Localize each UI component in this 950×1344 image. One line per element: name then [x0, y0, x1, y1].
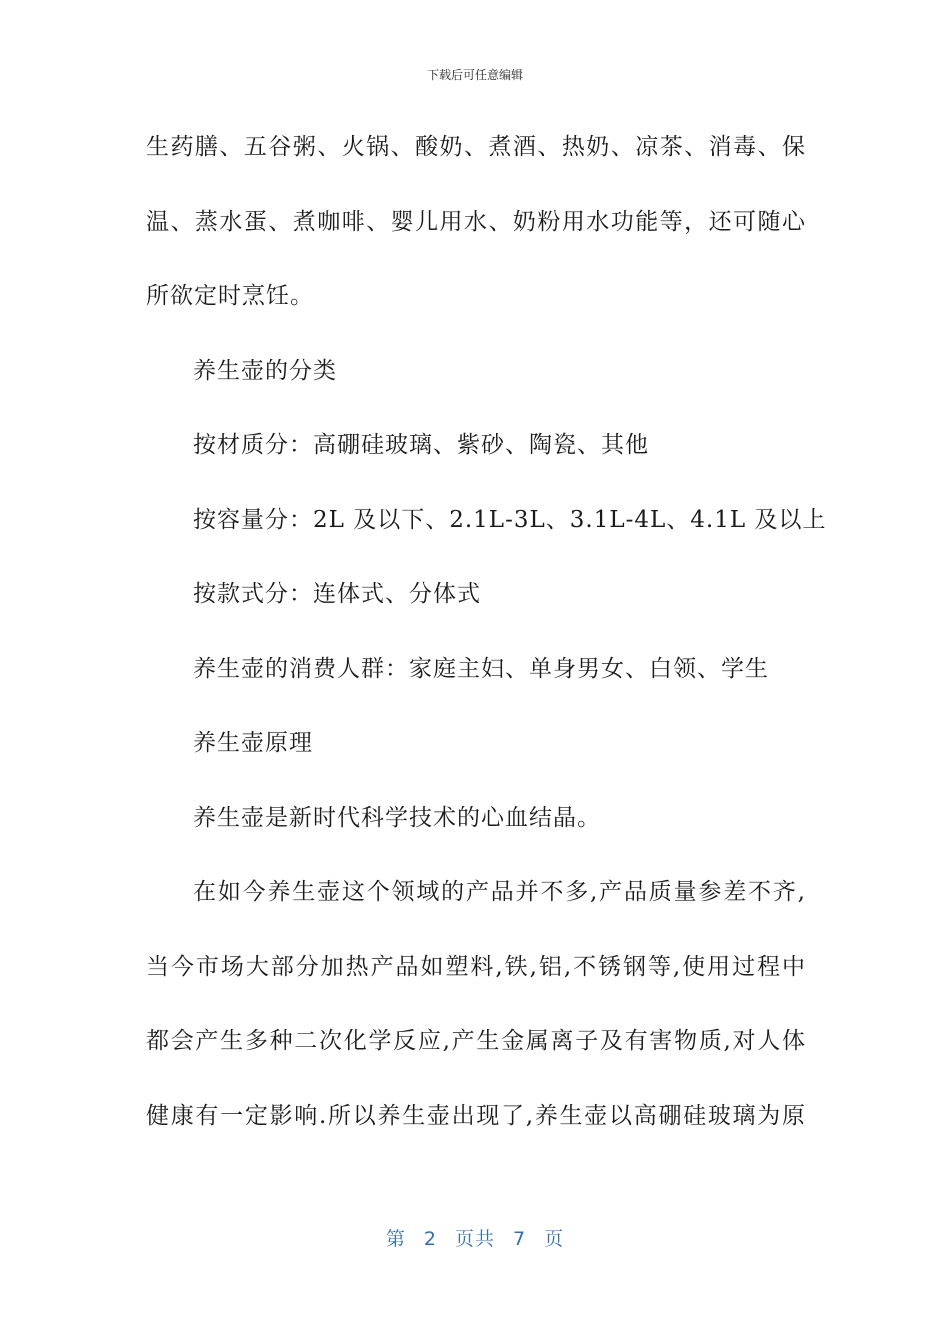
header-note: 下载后可任意编辑: [426, 68, 523, 82]
paragraph-line: 按款式分：连体式、分体式: [193, 581, 481, 607]
section-heading: 养生壶的分类: [193, 357, 337, 384]
footer-middle: 页共: [454, 1228, 495, 1250]
footer-current-page: 2: [423, 1228, 437, 1250]
paragraph-line: 生药膳、五谷粥、火锅、酸奶、煮酒、热奶、凉茶、消毒、保: [146, 134, 806, 160]
paragraph-line: 所欲定时烹饪。: [146, 283, 314, 309]
paragraph-line: 养生壶的消费人群：家庭主妇、单身男女、白领、学生: [193, 655, 769, 682]
footer-suffix: 页: [544, 1228, 565, 1250]
paragraph-line: 健康有一定影响.所以养生壶出现了,养生壶以高硼硅玻璃为原: [146, 1102, 806, 1129]
section-heading: 养生壶原理: [193, 730, 313, 756]
paragraph-line: 养生壶是新时代科学技术的心血结晶。: [193, 804, 601, 831]
page-number-footer: [0, 1224, 950, 1251]
paragraph-line: 按材质分：高硼硅玻璃、紫砂、陶瓷、其他: [193, 432, 649, 458]
footer-total-pages: 7: [513, 1228, 527, 1250]
paragraph-line: 在如今养生壶这个领域的产品并不多,产品质量参差不齐,: [193, 879, 806, 905]
footer-prefix: 第: [385, 1228, 406, 1250]
paragraph-line: 都会产生多种二次化学反应,产生金属离子及有害物质,对人体: [146, 1028, 806, 1054]
paragraph-line: 当今市场大部分加热产品如塑料,铁,铝,不锈钢等,使用过程中: [146, 953, 806, 980]
paragraph-line: 温、蒸水蛋、煮咖啡、婴儿用水、奶粉用水功能等，还可随心: [146, 208, 806, 235]
paragraph-line: 按容量分：2L 及以下、2.1L-3L、3.1L-4L、4.1L 及以上: [193, 506, 827, 533]
body-text: [146, 120, 827, 1163]
